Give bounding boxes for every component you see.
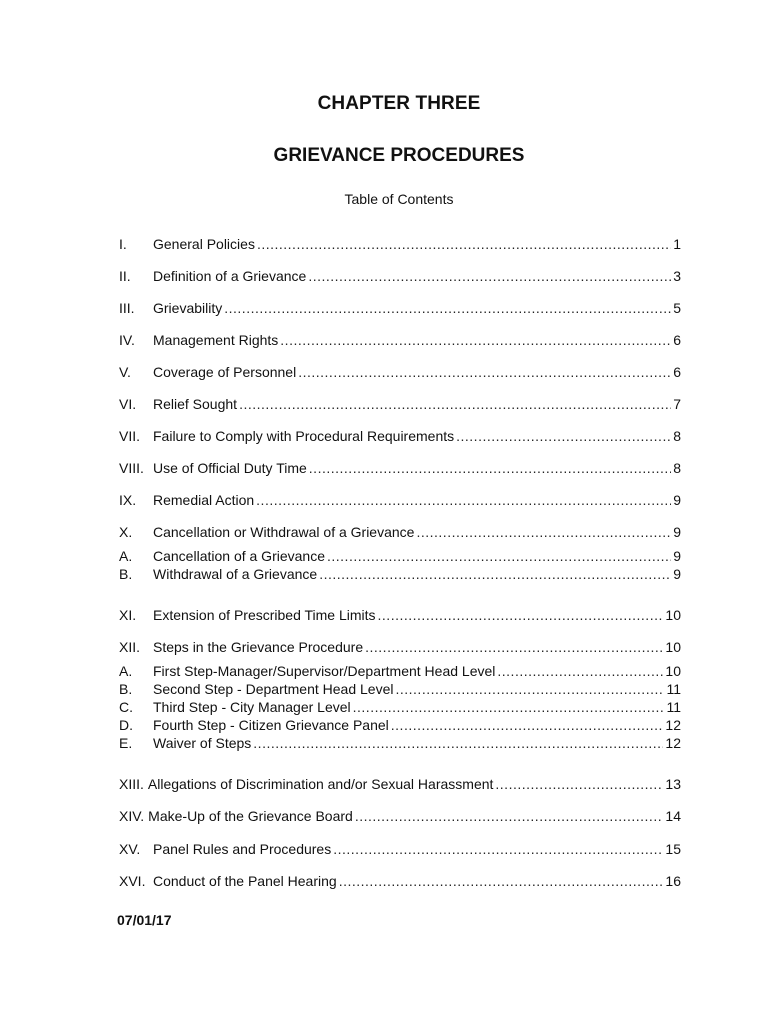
toc-entry-page: 11 [666, 699, 681, 715]
toc-dot-leader [327, 547, 671, 565]
toc-entry-number: V. [119, 364, 131, 380]
toc-dot-leader [339, 872, 664, 890]
toc-entry-title: Management Rights [153, 332, 279, 348]
toc-dot-leader [456, 427, 671, 445]
toc-entry-page: 8 [673, 460, 681, 476]
toc-entry-page: 10 [665, 607, 681, 623]
toc-entry-page: 8 [673, 428, 681, 444]
toc-entry-page: 9 [673, 492, 681, 508]
toc-entry-number: VI. [119, 396, 137, 412]
toc-entry-number: XIV. [119, 808, 145, 824]
toc-entry-title: Panel Rules and Procedures [153, 841, 332, 857]
toc-dot-leader [224, 299, 671, 317]
toc-entry [119, 235, 681, 253]
toc-entry-title: Relief Sought [153, 396, 238, 412]
toc-subentry [119, 565, 681, 583]
toc-entry-title: Grievability [153, 300, 223, 316]
toc-entry [119, 299, 681, 317]
toc-entry-page: 10 [665, 639, 681, 655]
toc-entry-title: Withdrawal of a Grievance [153, 566, 318, 582]
toc-subentry [119, 698, 681, 716]
toc-entry [119, 491, 681, 509]
toc-dot-leader [378, 606, 664, 624]
toc-entry-number: B. [119, 566, 133, 582]
toc-entry-title: Allegations of Discrimination and/or Sexual Harassment [147, 776, 494, 792]
chapter-title: CHAPTER THREE [317, 93, 481, 114]
toc-entry-page: 9 [673, 548, 681, 564]
toc-heading: Table of Contents [344, 191, 454, 207]
toc-dot-leader [298, 363, 671, 381]
toc-entry-title: Coverage of Personnel [153, 364, 297, 380]
toc-entry-title: Use of Official Duty Time [153, 460, 307, 476]
toc-entry-page: 1 [673, 236, 681, 252]
toc-entry [119, 872, 681, 890]
toc-entry [119, 775, 681, 793]
toc-subentry [119, 547, 681, 565]
toc-dot-leader [355, 807, 664, 825]
toc-entry-number: IX. [119, 492, 137, 508]
toc-dot-leader [395, 680, 664, 698]
toc-entry-number: XI. [119, 607, 137, 623]
toc-dot-leader [319, 565, 671, 583]
toc-dot-leader [280, 331, 671, 349]
toc-subentry [119, 734, 681, 752]
toc-entry-number: A. [119, 548, 133, 564]
toc-entry-page: 15 [665, 841, 681, 857]
toc-dot-leader [497, 662, 663, 680]
toc-entry-title: General Policies [153, 236, 255, 252]
toc-dot-leader [391, 716, 664, 734]
toc-entry-page: 9 [673, 566, 681, 582]
toc-entry-title: Third Step - City Manager Level [153, 699, 351, 715]
toc-dot-leader [353, 698, 665, 716]
toc-entry-page: 12 [665, 717, 681, 733]
toc-entry-number: II. [119, 268, 131, 284]
toc-entry-title: Extension of Prescribed Time Limits [153, 607, 376, 623]
toc-entry-number: III. [119, 300, 135, 316]
toc-entry-title: Fourth Step - Citizen Grievance Panel [153, 717, 389, 733]
toc-dot-leader [308, 267, 671, 285]
toc-dot-leader [365, 638, 663, 656]
toc-entry-number: I. [119, 236, 127, 252]
toc-entry-title: Conduct of the Panel Hearing [153, 873, 337, 889]
toc-entry-number: VIII. [119, 460, 144, 476]
toc-entry-title: Definition of a Grievance [153, 268, 307, 284]
toc-entry-number: XII. [119, 639, 141, 655]
toc-entry-number: IV. [119, 332, 135, 348]
toc-entry-number: XV. [119, 841, 141, 857]
toc-entry-number: D. [119, 717, 133, 733]
toc-subentry [119, 680, 681, 698]
toc-entry-page: 14 [665, 808, 681, 824]
toc-entry-page: 11 [666, 681, 681, 697]
toc-entry [119, 840, 681, 858]
toc-entry [119, 638, 681, 656]
toc-entry [119, 523, 681, 541]
section-title: GRIEVANCE PROCEDURES [273, 145, 525, 166]
toc-entry-page: 6 [673, 332, 681, 348]
toc-dot-leader [253, 734, 663, 752]
toc-entry [119, 807, 681, 825]
toc-entry-title: Steps in the Grievance Procedure [153, 639, 364, 655]
toc-entry-title: Remedial Action [153, 492, 255, 508]
toc-entry-page: 7 [673, 396, 681, 412]
toc-entry [119, 363, 681, 381]
toc-entry-page: 5 [673, 300, 681, 316]
toc-dot-leader [333, 840, 663, 858]
toc-entry-title: Cancellation or Withdrawal of a Grievance [153, 524, 415, 540]
toc-dot-leader [416, 523, 671, 541]
toc-entry [119, 267, 681, 285]
toc-entry-page: 9 [673, 524, 681, 540]
toc-dot-leader [309, 459, 671, 477]
toc-entry-number: VII. [119, 428, 141, 444]
toc-entry-title: Cancellation of a Grievance [153, 548, 325, 564]
toc-entry-number: E. [119, 735, 133, 751]
toc-entry-title: Failure to Comply with Procedural Requirements [153, 428, 455, 444]
toc-dot-leader [257, 235, 671, 253]
toc-subentry [119, 716, 681, 734]
toc-entry [119, 459, 681, 477]
toc-entry [119, 395, 681, 413]
footer-date: 07/01/17 [117, 912, 172, 928]
toc-entry-page: 12 [665, 735, 681, 751]
toc-dot-leader [256, 491, 671, 509]
toc-entry-number: C. [119, 699, 133, 715]
toc-entry-number: B. [119, 681, 133, 697]
toc-entry-number: X. [119, 524, 133, 540]
toc-entry-page: 10 [665, 663, 681, 679]
toc-entry-page: 13 [665, 776, 681, 792]
toc-entry-number: A. [119, 663, 133, 679]
toc-entry-number: XVI. [119, 873, 146, 889]
toc-entry-title: Second Step - Department Head Level [153, 681, 394, 697]
toc-dot-leader [239, 395, 671, 413]
toc-entry-page: 6 [673, 364, 681, 380]
toc-entry [119, 427, 681, 445]
toc-entry-title: Make-Up of the Grievance Board [148, 808, 353, 824]
toc-entry [119, 331, 681, 349]
toc-entry-number: XIII. [119, 776, 144, 792]
toc-entry [119, 606, 681, 624]
toc-dot-leader [495, 775, 663, 793]
toc-entry-title: First Step-Manager/Supervisor/Department Head Level [153, 663, 496, 679]
toc-subentry [119, 662, 681, 680]
toc-entry-title: Waiver of Steps [153, 735, 252, 751]
toc-entry-page: 3 [673, 268, 681, 284]
toc-entry-page: 16 [665, 873, 681, 889]
